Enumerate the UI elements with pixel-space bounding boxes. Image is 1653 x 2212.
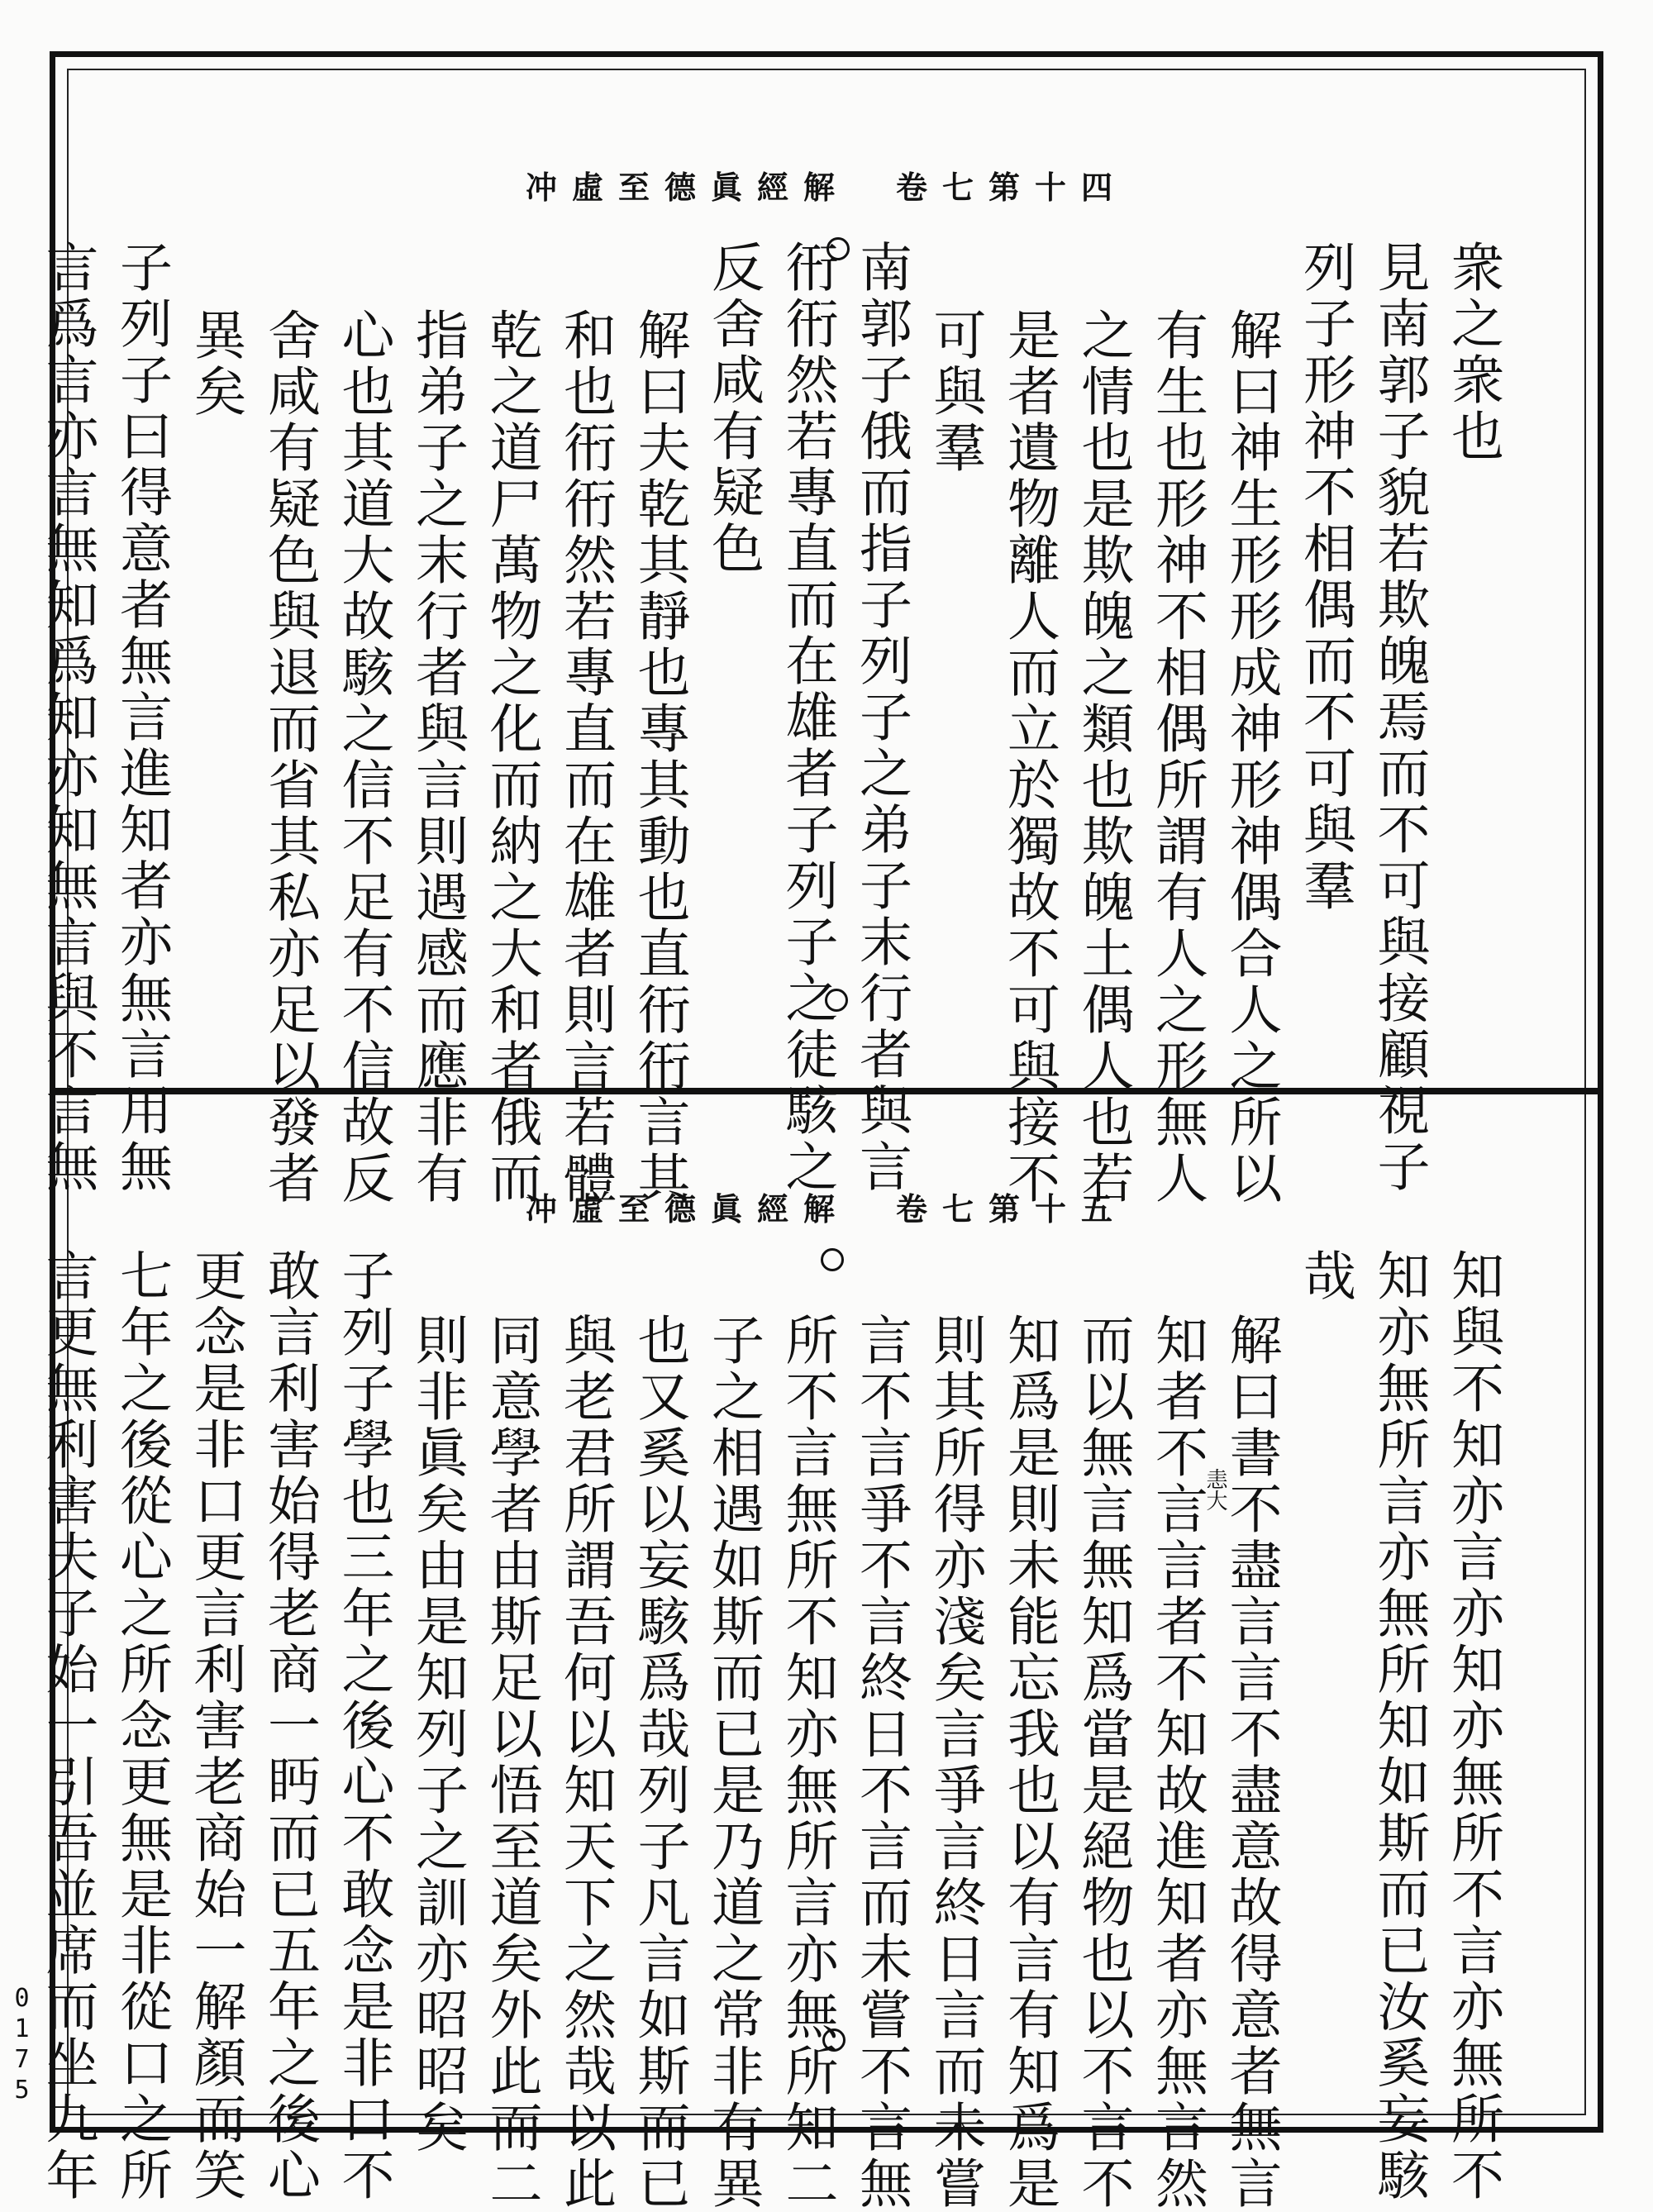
upper-column-2: 見南郭子貌若欺魄焉而不可與接顧視子: [1368, 240, 1430, 1195]
lower-column-4: 解曰書不盡言言不盡意故得意者無言: [1220, 1313, 1282, 2212]
lower-column-17: 敢言利害始得老商一眄而已五年之後心: [259, 1248, 320, 2204]
upper-column-14: 乾之道尸萬物之化而納之大和者俄而: [480, 307, 542, 1207]
margin-annotation: 恚大: [1203, 1468, 1227, 1511]
lower-column-3: 哉: [1294, 1248, 1355, 1304]
lower-header: 冲虛至德眞經解 卷七第十五: [525, 1190, 1127, 1228]
upper-column-6: 之情也是欺魄之類也欺魄土偶人也若: [1072, 307, 1134, 1207]
lower-column-11: 子之相遇如斯而已是乃道之常非有異: [703, 1313, 764, 2212]
lower-column-8: 則其所得亦淺矣言爭言終日言而未嘗: [924, 1313, 986, 2212]
lower-column-16: 子列子學也三年之後心不敢念是非口不: [332, 1248, 394, 2204]
upper-header: 冲虛至德眞經解 卷七第十四: [525, 169, 1127, 206]
upper-column-20: 言爲言亦言無知爲知亦知無言與不言無: [36, 240, 98, 1195]
lower-column-18: 更念是非口更言利害老商始一解顏而笑: [184, 1248, 246, 2204]
side-page-number: 0175: [7, 1984, 36, 2106]
upper-circle-marker-1: [826, 237, 850, 260]
lower-column-7: 知爲是則未能忘我也以有言有知爲是: [998, 1313, 1060, 2212]
upper-column-10: 衎衎然若專直而在雄者子列子之徒駭之: [776, 240, 838, 1195]
lower-column-9: 言不言爭不言終日不言而未嘗不言無: [850, 1313, 912, 2212]
upper-column-18: 異矣: [184, 307, 246, 420]
upper-column-9: 南郭子俄而指子列子之弟子末行者與言: [850, 240, 912, 1195]
lower-column-19: 七年之後從心之所念更無是非從口之所: [111, 1248, 172, 2204]
upper-column-15: 指弟子之末行者與言則遇感而應非有: [407, 307, 468, 1207]
lower-column-1: 知與不知亦言亦知亦無所不言亦無所不: [1442, 1248, 1503, 2204]
upper-column-7: 是者遺物離人而立於獨故不可與接不: [998, 307, 1060, 1207]
upper-column-19: 子列子曰得意者無言進知者亦無言用無: [111, 240, 172, 1195]
lower-column-20: 言更無利害夫子始一引吾並席而坐九年: [36, 1248, 98, 2204]
upper-column-8: 可與羣: [924, 307, 986, 476]
lower-circle-marker-2: [822, 2028, 846, 2052]
upper-column-4: 解曰神生形形成神形神偶合人之所以: [1220, 307, 1282, 1207]
upper-column-11: 反舍咸有疑色: [703, 240, 764, 577]
upper-circle-marker-2: [825, 989, 848, 1012]
upper-column-12: 解曰夫乾其靜也專其動也直衎衎言其: [628, 307, 690, 1207]
lower-column-10: 所不言無所不知亦無所言亦無所知二: [776, 1313, 838, 2212]
lower-column-13: 與老君所謂吾何以知天下之然哉以此: [555, 1313, 616, 2212]
upper-column-17: 舍咸有疑色與退而省其私亦足以發者: [259, 307, 320, 1207]
lower-column-2: 知亦無所言亦無所知如斯而已汝奚妄駭: [1368, 1248, 1430, 2204]
lower-column-6: 而以無言無知爲當是絕物也以不言不: [1072, 1313, 1134, 2212]
lower-column-14: 同意學者由斯足以悟至道矣外此而二: [480, 1313, 542, 2212]
lower-column-15: 則非眞矣由是知列子之訓亦昭昭矣: [407, 1313, 468, 2156]
upper-column-5: 有生也形神不相偶所謂有人之形無人: [1146, 307, 1208, 1207]
upper-column-16: 心也其道大故駭之信不足有不信故反: [332, 307, 394, 1207]
upper-column-1: 衆之衆也: [1442, 240, 1503, 465]
upper-column-13: 和也衎衎然若專直而在雄者則言若體: [555, 307, 616, 1207]
lower-circle-marker-1: [821, 1248, 844, 1271]
lower-column-5: 知者不言言者不知故進知者亦無言然: [1146, 1313, 1208, 2212]
lower-column-12: 也又奚以妄駭爲哉列子凡言如斯而已: [628, 1313, 690, 2212]
upper-column-3: 列子形神不相偶而不可與羣: [1294, 240, 1355, 914]
